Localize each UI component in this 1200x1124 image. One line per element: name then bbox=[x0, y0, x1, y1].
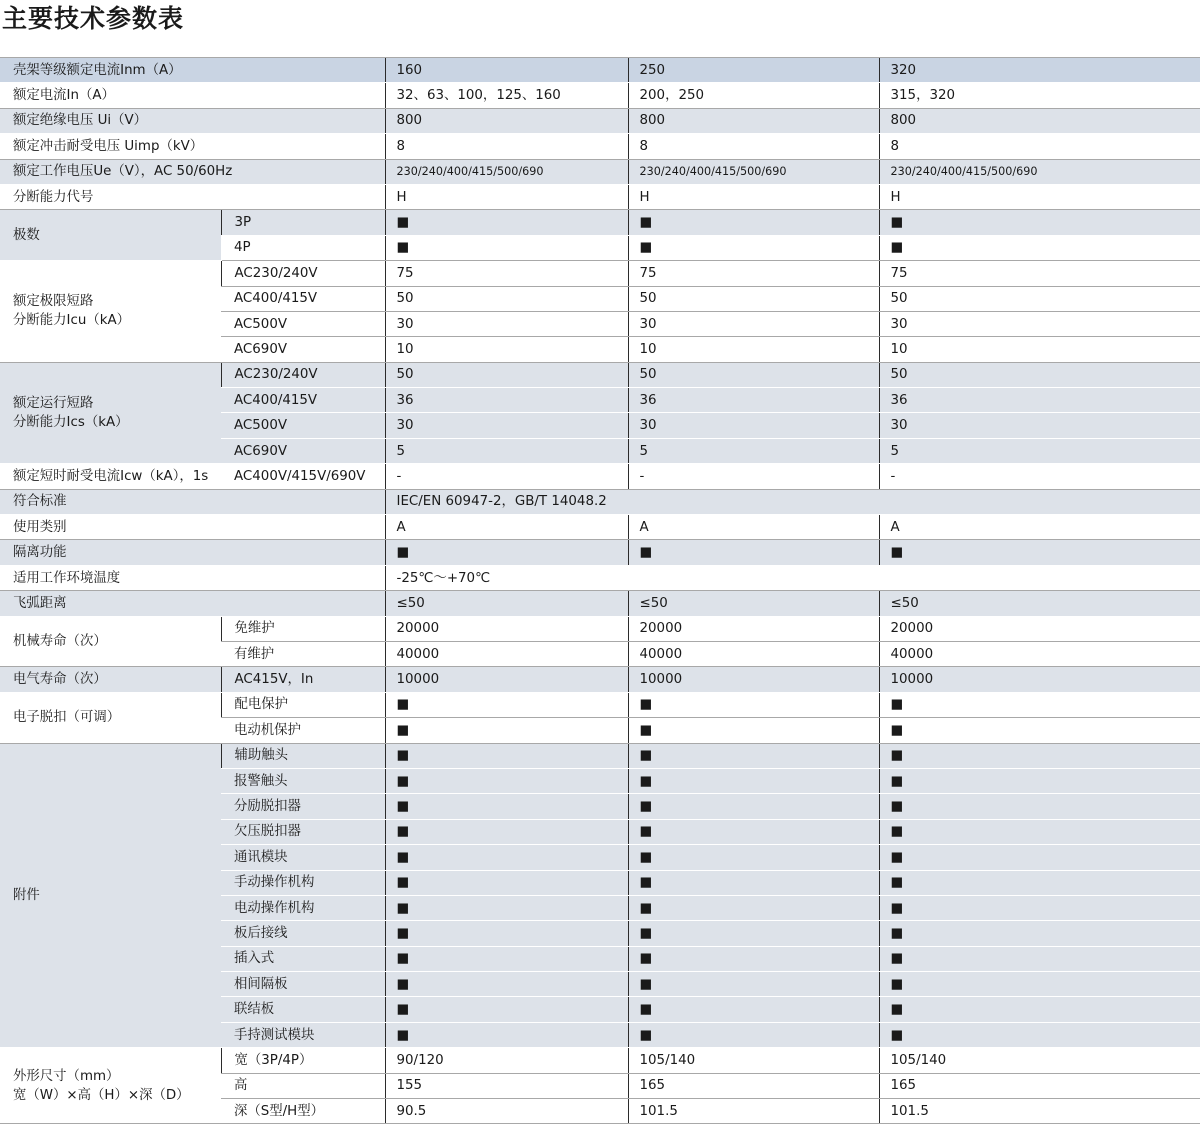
cell-value: 200，250 bbox=[628, 83, 879, 108]
sub-label: AC500V bbox=[221, 413, 385, 438]
cell-value: 30 bbox=[628, 311, 879, 336]
group-label: 附件 bbox=[0, 743, 221, 1048]
check-mark: ■ bbox=[879, 768, 1200, 793]
cell-value: 155 bbox=[385, 1073, 628, 1098]
cell-value: 50 bbox=[628, 362, 879, 387]
cell-value: 50 bbox=[879, 362, 1200, 387]
cell-value: 230/240/400/415/500/690 bbox=[628, 159, 879, 184]
table-row bbox=[0, 464, 1200, 489]
sub-label: 电动机保护 bbox=[221, 718, 385, 743]
sub-label: AC230/240V bbox=[221, 362, 385, 387]
sub-label: 插入式 bbox=[221, 946, 385, 971]
cell-value: 30 bbox=[879, 413, 1200, 438]
cell-value: 30 bbox=[385, 311, 628, 336]
cell-value: 800 bbox=[628, 108, 879, 133]
sub-label: AC230/240V bbox=[221, 261, 385, 286]
check-mark: ■ bbox=[628, 997, 879, 1022]
table-row bbox=[0, 210, 1200, 235]
table-row bbox=[0, 489, 1200, 514]
table-row bbox=[0, 184, 1200, 209]
group-label: 电子脱扣（可调） bbox=[0, 692, 221, 743]
check-mark: ■ bbox=[385, 946, 628, 971]
cell-value: 36 bbox=[628, 388, 879, 413]
cell-value: 8 bbox=[628, 134, 879, 159]
check-mark: ■ bbox=[628, 845, 879, 870]
cell-value: IEC/EN 60947-2，GB/T 14048.2 bbox=[385, 489, 1200, 514]
row-label: 额定冲击耐受电压 Uimp（kV） bbox=[0, 134, 385, 159]
cell-value: 105/140 bbox=[879, 1048, 1200, 1073]
sub-label: AC415V，In bbox=[221, 667, 385, 692]
sub-label: 免维护 bbox=[221, 616, 385, 641]
cell-value: 40000 bbox=[628, 641, 879, 666]
cell-value: 32、63、100，125、160 bbox=[385, 83, 628, 108]
cell-value: 10000 bbox=[628, 667, 879, 692]
frame-value: 160 bbox=[385, 58, 628, 83]
cell-value: 50 bbox=[879, 286, 1200, 311]
cell-value: 5 bbox=[385, 438, 628, 463]
check-mark: ■ bbox=[879, 692, 1200, 717]
cell-value: 10 bbox=[879, 337, 1200, 362]
table-row bbox=[0, 565, 1200, 590]
table-row bbox=[0, 362, 1200, 387]
cell-value: 165 bbox=[628, 1073, 879, 1098]
row-label: 隔离功能 bbox=[0, 540, 385, 565]
table-row bbox=[0, 1048, 1200, 1073]
cell-value: - bbox=[628, 464, 879, 489]
cell-value: ≤50 bbox=[879, 591, 1200, 616]
check-mark: ■ bbox=[879, 819, 1200, 844]
check-mark: ■ bbox=[628, 1022, 879, 1047]
check-mark: ■ bbox=[628, 895, 879, 920]
frame-value: 250 bbox=[628, 58, 879, 83]
sub-label: 板后接线 bbox=[221, 921, 385, 946]
cell-value: 230/240/400/415/500/690 bbox=[385, 159, 628, 184]
check-mark: ■ bbox=[385, 210, 628, 235]
cell-value: 50 bbox=[385, 286, 628, 311]
sub-label: AC690V bbox=[221, 438, 385, 463]
table-row bbox=[0, 692, 1200, 717]
spec-table bbox=[0, 58, 1200, 1124]
table-row bbox=[0, 83, 1200, 108]
row-label: 适用工作环境温度 bbox=[0, 565, 385, 590]
frame-label: 壳架等级额定电流Inm（A） bbox=[0, 58, 385, 83]
cell-value: 50 bbox=[385, 362, 628, 387]
sub-label: 手动操作机构 bbox=[221, 870, 385, 895]
check-mark: ■ bbox=[879, 540, 1200, 565]
cell-value: 315，320 bbox=[879, 83, 1200, 108]
table-row bbox=[0, 261, 1200, 286]
check-mark: ■ bbox=[879, 210, 1200, 235]
cell-value: 8 bbox=[385, 134, 628, 159]
sub-label: 有维护 bbox=[221, 641, 385, 666]
cell-value: 30 bbox=[628, 413, 879, 438]
cell-value: 90.5 bbox=[385, 1099, 628, 1124]
group-label bbox=[0, 1048, 221, 1124]
cell-value: - bbox=[385, 464, 628, 489]
sub-label: 手持测试模块 bbox=[221, 1022, 385, 1047]
check-mark: ■ bbox=[385, 921, 628, 946]
cell-value: 40000 bbox=[879, 641, 1200, 666]
cell-value: 105/140 bbox=[628, 1048, 879, 1073]
check-mark: ■ bbox=[385, 1022, 628, 1047]
sub-label: AC500V bbox=[221, 311, 385, 336]
check-mark: ■ bbox=[385, 743, 628, 768]
check-mark: ■ bbox=[628, 692, 879, 717]
check-mark: ■ bbox=[385, 819, 628, 844]
sub-label: 宽（3P/4P） bbox=[221, 1048, 385, 1073]
cell-value: H bbox=[879, 184, 1200, 209]
cell-value: 75 bbox=[385, 261, 628, 286]
sub-label: 3P bbox=[221, 210, 385, 235]
cell-value: 30 bbox=[385, 413, 628, 438]
sub-label: AC400/415V bbox=[221, 286, 385, 311]
table-header-row bbox=[0, 58, 1200, 83]
group-label-line: 外形尺寸（mm） bbox=[13, 1068, 120, 1084]
check-mark: ■ bbox=[879, 870, 1200, 895]
cell-value: 5 bbox=[879, 438, 1200, 463]
check-mark: ■ bbox=[879, 997, 1200, 1022]
row-label: 额定绝缘电压 Ui（V） bbox=[0, 108, 385, 133]
sub-label: 电动操作机构 bbox=[221, 895, 385, 920]
sub-label: 通讯模块 bbox=[221, 845, 385, 870]
check-mark: ■ bbox=[628, 743, 879, 768]
check-mark: ■ bbox=[628, 870, 879, 895]
cell-value: 101.5 bbox=[628, 1099, 879, 1124]
row-label: 使用类别 bbox=[0, 515, 385, 540]
cell-value: 40000 bbox=[385, 641, 628, 666]
check-mark: ■ bbox=[879, 718, 1200, 743]
check-mark: ■ bbox=[879, 845, 1200, 870]
check-mark: ■ bbox=[385, 870, 628, 895]
row-label: 电气寿命（次） bbox=[0, 667, 221, 692]
row-label: 分断能力代号 bbox=[0, 184, 385, 209]
cell-value: - bbox=[879, 464, 1200, 489]
cell-value: 10 bbox=[385, 337, 628, 362]
sub-label: 联结板 bbox=[221, 997, 385, 1022]
check-mark: ■ bbox=[628, 235, 879, 260]
cell-value: -25℃～+70℃ bbox=[385, 565, 1200, 590]
table-row bbox=[0, 616, 1200, 641]
cell-value: 36 bbox=[385, 388, 628, 413]
cell-value: ≤50 bbox=[628, 591, 879, 616]
row-label: 符合标准 bbox=[0, 489, 385, 514]
sub-label: 4P bbox=[221, 235, 385, 260]
row-label: 额定电流In（A） bbox=[0, 83, 385, 108]
check-mark: ■ bbox=[385, 692, 628, 717]
check-mark: ■ bbox=[385, 235, 628, 260]
check-mark: ■ bbox=[385, 794, 628, 819]
check-mark: ■ bbox=[628, 946, 879, 971]
cell-value: 90/120 bbox=[385, 1048, 628, 1073]
group-label-line: 额定极限短路 bbox=[13, 294, 94, 310]
check-mark: ■ bbox=[628, 972, 879, 997]
check-mark: ■ bbox=[628, 921, 879, 946]
cell-value: 75 bbox=[628, 261, 879, 286]
sub-label: 高 bbox=[221, 1073, 385, 1098]
check-mark: ■ bbox=[628, 210, 879, 235]
table-row bbox=[0, 591, 1200, 616]
cell-value: 75 bbox=[879, 261, 1200, 286]
check-mark: ■ bbox=[628, 540, 879, 565]
sub-label: 分励脱扣器 bbox=[221, 794, 385, 819]
check-mark: ■ bbox=[628, 718, 879, 743]
cell-value: 50 bbox=[628, 286, 879, 311]
check-mark: ■ bbox=[385, 997, 628, 1022]
check-mark: ■ bbox=[385, 718, 628, 743]
cell-value: ≤50 bbox=[385, 591, 628, 616]
table-row bbox=[0, 667, 1200, 692]
cell-value: 20000 bbox=[628, 616, 879, 641]
check-mark: ■ bbox=[879, 895, 1200, 920]
check-mark: ■ bbox=[879, 946, 1200, 971]
check-mark: ■ bbox=[385, 895, 628, 920]
check-mark: ■ bbox=[385, 768, 628, 793]
check-mark: ■ bbox=[879, 921, 1200, 946]
group-label bbox=[0, 362, 221, 464]
cell-value: 101.5 bbox=[879, 1099, 1200, 1124]
group-label-line: 分断能力Icu（kA） bbox=[13, 313, 131, 329]
table-row bbox=[0, 540, 1200, 565]
sub-label: 欠压脱扣器 bbox=[221, 819, 385, 844]
check-mark: ■ bbox=[879, 794, 1200, 819]
group-label: 极数 bbox=[0, 210, 221, 261]
cell-value: 30 bbox=[879, 311, 1200, 336]
row-label: 额定短时耐受电流Icw（kA），1s bbox=[0, 464, 221, 489]
sub-label: AC690V bbox=[221, 337, 385, 362]
cell-value: 20000 bbox=[385, 616, 628, 641]
check-mark: ■ bbox=[628, 819, 879, 844]
group-label-line: 分断能力Ics（kA） bbox=[13, 414, 129, 430]
page-title: 主要技术参数表 bbox=[2, 4, 185, 33]
cell-value: A bbox=[628, 515, 879, 540]
cell-value: H bbox=[385, 184, 628, 209]
cell-value: 5 bbox=[628, 438, 879, 463]
sub-label: AC400/415V bbox=[221, 388, 385, 413]
group-label: 机械寿命（次） bbox=[0, 616, 221, 667]
group-label-line: 额定运行短路 bbox=[13, 395, 94, 411]
table-row bbox=[0, 159, 1200, 184]
group-label bbox=[0, 261, 221, 363]
check-mark: ■ bbox=[628, 794, 879, 819]
cell-value: 20000 bbox=[879, 616, 1200, 641]
check-mark: ■ bbox=[879, 1022, 1200, 1047]
cell-value: 10000 bbox=[879, 667, 1200, 692]
check-mark: ■ bbox=[879, 972, 1200, 997]
check-mark: ■ bbox=[385, 972, 628, 997]
check-mark: ■ bbox=[879, 235, 1200, 260]
sub-label: 报警触头 bbox=[221, 768, 385, 793]
cell-value: 165 bbox=[879, 1073, 1200, 1098]
table-row bbox=[0, 108, 1200, 133]
cell-value: 230/240/400/415/500/690 bbox=[879, 159, 1200, 184]
cell-value: 8 bbox=[879, 134, 1200, 159]
row-label: 飞弧距离 bbox=[0, 591, 385, 616]
table-row bbox=[0, 515, 1200, 540]
row-label: 额定工作电压Ue（V），AC 50/60Hz bbox=[0, 159, 385, 184]
cell-value: 800 bbox=[879, 108, 1200, 133]
table-row bbox=[0, 134, 1200, 159]
sub-label: 辅助触头 bbox=[221, 743, 385, 768]
check-mark: ■ bbox=[628, 768, 879, 793]
sub-label: 深（S型/H型） bbox=[221, 1099, 385, 1124]
sub-label: AC400V/415V/690V bbox=[221, 464, 385, 489]
cell-value: 10000 bbox=[385, 667, 628, 692]
cell-value: A bbox=[385, 515, 628, 540]
cell-value: A bbox=[879, 515, 1200, 540]
group-label-line: 宽（W）×高（H）×深（D） bbox=[13, 1087, 190, 1103]
sub-label: 配电保护 bbox=[221, 692, 385, 717]
check-mark: ■ bbox=[879, 743, 1200, 768]
table-row bbox=[0, 743, 1200, 768]
cell-value: H bbox=[628, 184, 879, 209]
check-mark: ■ bbox=[385, 845, 628, 870]
cell-value: 800 bbox=[385, 108, 628, 133]
frame-value: 320 bbox=[879, 58, 1200, 83]
sub-label: 相间隔板 bbox=[221, 972, 385, 997]
cell-value: 36 bbox=[879, 388, 1200, 413]
check-mark: ■ bbox=[385, 540, 628, 565]
cell-value: 10 bbox=[628, 337, 879, 362]
